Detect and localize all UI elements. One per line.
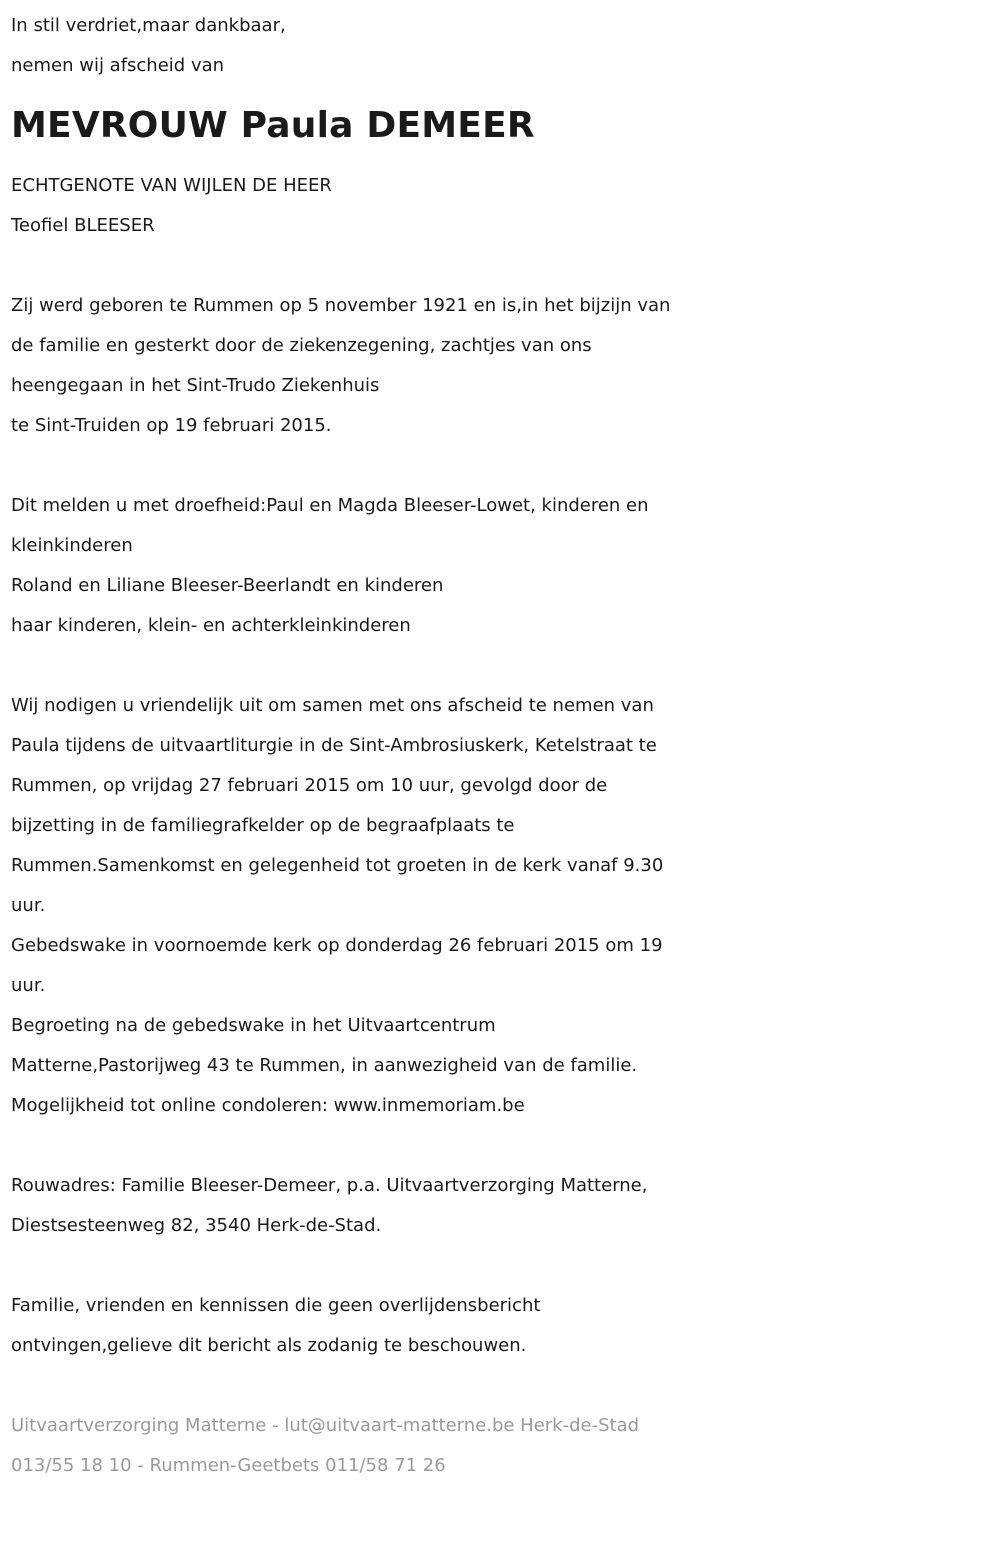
- spouse: [11, 166, 991, 246]
- paragraph-line: ontvingen,gelieve dit bericht als zodanig te beschouwen.: [11, 1335, 527, 1356]
- family-paragraph: [11, 486, 991, 646]
- spacer: [11, 246, 991, 286]
- spacer: [11, 1126, 991, 1166]
- paragraph-line: Wij nodigen u vriendelijk uit om samen met ons afscheid te nemen van: [11, 695, 654, 716]
- notice-paragraph: [11, 1286, 991, 1366]
- paragraph-line: uur.: [11, 895, 46, 916]
- paragraph-line: Gebedswake in voornoemde kerk op donderdag 26 februari 2015 om 19: [11, 935, 663, 956]
- intro-line: In stil verdriet,maar dankbaar,: [11, 15, 286, 36]
- paragraph-line: kleinkinderen: [11, 535, 133, 556]
- ceremony-paragraph: [11, 686, 991, 1126]
- footer-line: Uitvaartverzorging Matterne - lut@uitvaart-matterne.be Herk-de-Stad: [11, 1415, 640, 1436]
- paragraph-line: Paula tijdens de uitvaartliturgie in de Sint-Ambrosiuskerk, Ketelstraat te: [11, 735, 657, 756]
- paragraph-line: heengegaan in het Sint-Trudo Ziekenhuis: [11, 375, 380, 396]
- address-paragraph: [11, 1166, 991, 1246]
- paragraph-line: Mogelijkheid tot online condoleren: www.inmemoriam.be: [11, 1095, 525, 1116]
- paragraph-line: Rouwadres: Familie Bleeser-Demeer, p.a. Uitvaartverzorging Matterne,: [11, 1175, 648, 1196]
- spacer: [11, 646, 991, 686]
- paragraph-line: Matterne,Pastorijweg 43 te Rummen, in aanwezigheid van de familie.: [11, 1055, 638, 1076]
- birth-death-paragraph: [11, 286, 991, 446]
- paragraph-line: de familie en gesterkt door de ziekenzegening, zachtjes van ons: [11, 335, 592, 356]
- spouse-line: Teofiel BLEESER: [11, 215, 155, 236]
- paragraph-line: Rummen, op vrijdag 27 februari 2015 om 10 uur, gevolgd door de: [11, 775, 608, 796]
- spouse-line: ECHTGENOTE VAN WIJLEN DE HEER: [11, 175, 332, 196]
- paragraph-line: Zij werd geboren te Rummen op 5 november 1921 en is,in het bijzijn van: [11, 295, 671, 316]
- deceased-name: MEVROUW Paula DEMEER: [11, 105, 535, 146]
- spacer: [11, 1246, 991, 1286]
- intro-line: nemen wij afscheid van: [11, 55, 225, 76]
- paragraph-line: Roland en Liliane Bleeser-Beerlandt en kinderen: [11, 575, 444, 596]
- spacer: [11, 446, 991, 486]
- paragraph-line: uur.: [11, 975, 46, 996]
- footer-line: 013/55 18 10 - Rummen-Geetbets 011/58 71 26: [11, 1455, 446, 1476]
- paragraph-line: te Sint-Truiden op 19 februari 2015.: [11, 415, 332, 436]
- paragraph-line: haar kinderen, klein- en achterkleinkinderen: [11, 615, 411, 636]
- obituary-notice: [11, 6, 991, 1486]
- paragraph-line: Dit melden u met droefheid:Paul en Magda Bleeser-Lowet, kinderen en: [11, 495, 649, 516]
- paragraph-line: Familie, vrienden en kennissen die geen overlijdensbericht: [11, 1295, 541, 1316]
- paragraph-line: Rummen.Samenkomst en gelegenheid tot groeten in de kerk vanaf 9.30: [11, 855, 664, 876]
- paragraph-line: Begroeting na de gebedswake in het Uitvaartcentrum: [11, 1015, 496, 1036]
- paragraph-line: bijzetting in de familiegrafkelder op de begraafplaats te: [11, 815, 515, 836]
- spacer: [11, 1366, 991, 1406]
- paragraph-line: Diestsesteenweg 82, 3540 Herk-de-Stad.: [11, 1215, 382, 1236]
- funeral-home-footer: [11, 1406, 991, 1486]
- intro: [11, 6, 991, 86]
